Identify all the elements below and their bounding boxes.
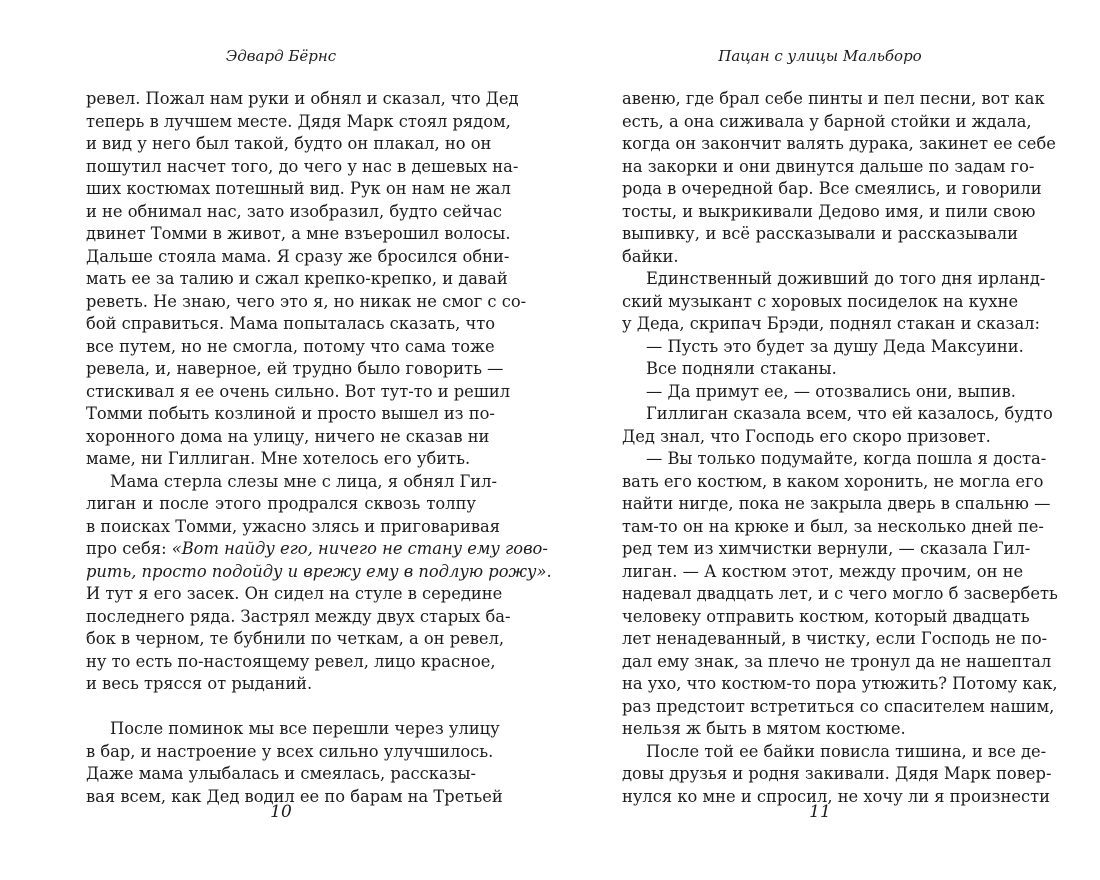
- text-line: на ухо, что костюм-то пора утюжить? Потому как,: [622, 674, 1058, 693]
- text-line: последнего ряда. Застрял между двух старых ба-: [86, 606, 511, 626]
- text-line: Гиллиган сказала всем, что ей казалось, будто: [646, 404, 1053, 423]
- text-line: тосты, и выкрикивали Дедово имя, и пили свою: [622, 201, 1036, 221]
- text-line: и вид у него был такой, будто он плакал, но он: [86, 134, 492, 153]
- dialogue-line: — Да примут ее, — отозвались они, выпив.: [646, 381, 1016, 401]
- text-line: выпивку, и всё рассказывали и рассказывали: [622, 224, 1018, 243]
- text-line: там-то он на крюке и был, за несколько дней пе-: [622, 516, 1044, 536]
- text-line: байки.: [622, 246, 679, 266]
- text-line: Единственный доживший до того дня ирланд-: [646, 269, 1046, 288]
- text-line: лиган и после этого продрался сквозь толпу: [86, 494, 476, 513]
- text-line: ревел. Пожал нам руки и обнял и сказал, что Дед: [86, 89, 519, 108]
- text-line: бой справиться. Мама попыталась сказать, что: [86, 314, 496, 333]
- text-line: вая всем, как Дед водил ее по барам на Третьей: [86, 786, 503, 806]
- text-line: в поисках Томми, ужасно злясь и приговаривая: [86, 516, 501, 536]
- text-line-mixed: [86, 561, 552, 584]
- section-break: [86, 696, 476, 719]
- right-page-body: [622, 88, 1058, 808]
- text-line: и не обнимал нас, зато изобразил, будто сейчас: [86, 201, 502, 221]
- text-line: мать ее за талию и сжал крепко-крепко, и давай: [86, 269, 508, 288]
- text-line: все путем, но не смогла, потому что сама тоже: [86, 336, 495, 356]
- text-line-mixed: [86, 538, 548, 561]
- text-line: Мама стерла слезы мне с лица, я обнял Гил-: [110, 471, 497, 491]
- text-line: бок в черном, те бубнили по четкам, а он ревел,: [86, 629, 505, 648]
- text-line: когда он закончит валять дурака, закинет ее себе: [622, 134, 1056, 153]
- text-line: на закорки и они двинутся дальше по задам го-: [622, 156, 1035, 176]
- text-line: нельзя ж быть в мятом костюме.: [622, 719, 906, 738]
- text-line: теперь в лучшем месте. Дядя Марк стоял рядом,: [86, 111, 511, 131]
- text-line: Томми побыть козлиной и просто вышел из по-: [86, 404, 495, 423]
- text-line: пошутил насчет того, до чего у нас в дешевых на-: [86, 156, 519, 176]
- text-line: двинет Томми в живот, а мне взъерошил волосы.: [86, 224, 511, 243]
- text-segment: .: [546, 561, 552, 581]
- text-line: довы друзья и родня закивали. Дядя Марк повер-: [622, 764, 1052, 783]
- text-line: у Деда, скрипач Брэди, поднял стакан и сказал:: [622, 314, 1041, 333]
- text-line: есть, а она сиживала у барной стойки и ждала,: [622, 111, 1032, 131]
- text-line: вать его костюм, в каком хоронить, не могла его: [622, 471, 1044, 491]
- text-line: ский музыкант с хоровых посиделок на кухне: [622, 291, 1019, 311]
- text-segment: про себя:: [86, 539, 172, 558]
- text-line: Дальше стояла мама. Я сразу же бросился обни-: [86, 246, 510, 266]
- text-line: человеку отправить костюм, который двадцать: [622, 606, 1030, 626]
- text-line: ших костюмах потешный вид. Рук он нам не жал: [86, 179, 511, 198]
- text-line: надевал двадцать лет, и с чего могло б засвербеть: [622, 584, 1058, 603]
- text-line: Все подняли стаканы.: [646, 359, 837, 378]
- text-line: дал ему знак, за плечо не тронул да не нашептал: [622, 651, 1052, 671]
- running-head-author: Эдвард Бёрнс: [225, 47, 337, 65]
- text-line: После той ее байки повисла тишина, и все де-: [646, 741, 1047, 761]
- text-line: лиган. — А костюм этот, между прочим, он не: [622, 561, 1024, 581]
- text-line: ред тем из химчистки вернули, — сказала Гил-: [622, 539, 1031, 558]
- text-line: Дед знал, что Господь его скоро призовет.: [622, 426, 991, 446]
- text-line: и весь трясся от рыданий.: [86, 674, 313, 693]
- text-line: После поминок мы все перешли через улицу: [110, 719, 500, 738]
- text-line: ревела, и, наверное, ей трудно было говорить —: [86, 359, 504, 378]
- text-line: реветь. Не знаю, чего это я, но никак не смог с со-: [86, 291, 527, 311]
- left-page: [86, 0, 552, 880]
- italic-quote-segment: «Вот найду его, ничего не стану ему гово-: [171, 539, 548, 558]
- text-line: хоронного дома на улицу, ничего не сказав ни: [86, 426, 490, 446]
- text-line: маме, ни Гиллиган. Мне хотелось его убить.: [86, 449, 471, 468]
- text-line: Даже мама улыбалась и смеялась, рассказы-: [86, 764, 476, 783]
- text-line: в бар, и настроение у всех сильно улучшилось.: [86, 741, 494, 761]
- dialogue-line: — Вы только подумайте, когда пошла я доста-: [646, 449, 1047, 468]
- right-page: [622, 0, 1058, 880]
- text-line: авеню, где брал себе пинты и пел песни, вот как: [622, 89, 1045, 108]
- text-line: лет ненадеванный, в чистку, если Господь не по-: [622, 629, 1048, 648]
- page-number: 11: [809, 802, 831, 822]
- dialogue-line: — Пусть это будет за душу Деда Максуини.: [646, 336, 1024, 356]
- text-line: найти нигде, пока не закрыла дверь в спальню —: [622, 494, 1051, 513]
- page-number: 10: [270, 802, 292, 822]
- text-line: стискивал я ее очень сильно. Вот тут-то и решил: [86, 381, 511, 401]
- text-line: раз предстоит встретиться со спасителем нашим,: [622, 696, 1055, 716]
- text-line: нулся ко мне и спросил, не хочу ли я произнести: [622, 786, 1050, 806]
- running-head-title: Пацан с улицы Мальборо: [718, 47, 922, 65]
- text-line: И тут я его засек. Он сидел на стуле в середине: [86, 584, 503, 603]
- left-page-body: [86, 88, 552, 808]
- text-line: ну то есть по-настоящему ревел, лицо красное,: [86, 651, 496, 671]
- italic-quote-segment: рить, просто подойду и врежу ему в подлую рожу»: [86, 561, 547, 581]
- text-line: рода в очередной бар. Все смеялись, и говорили: [622, 179, 1042, 198]
